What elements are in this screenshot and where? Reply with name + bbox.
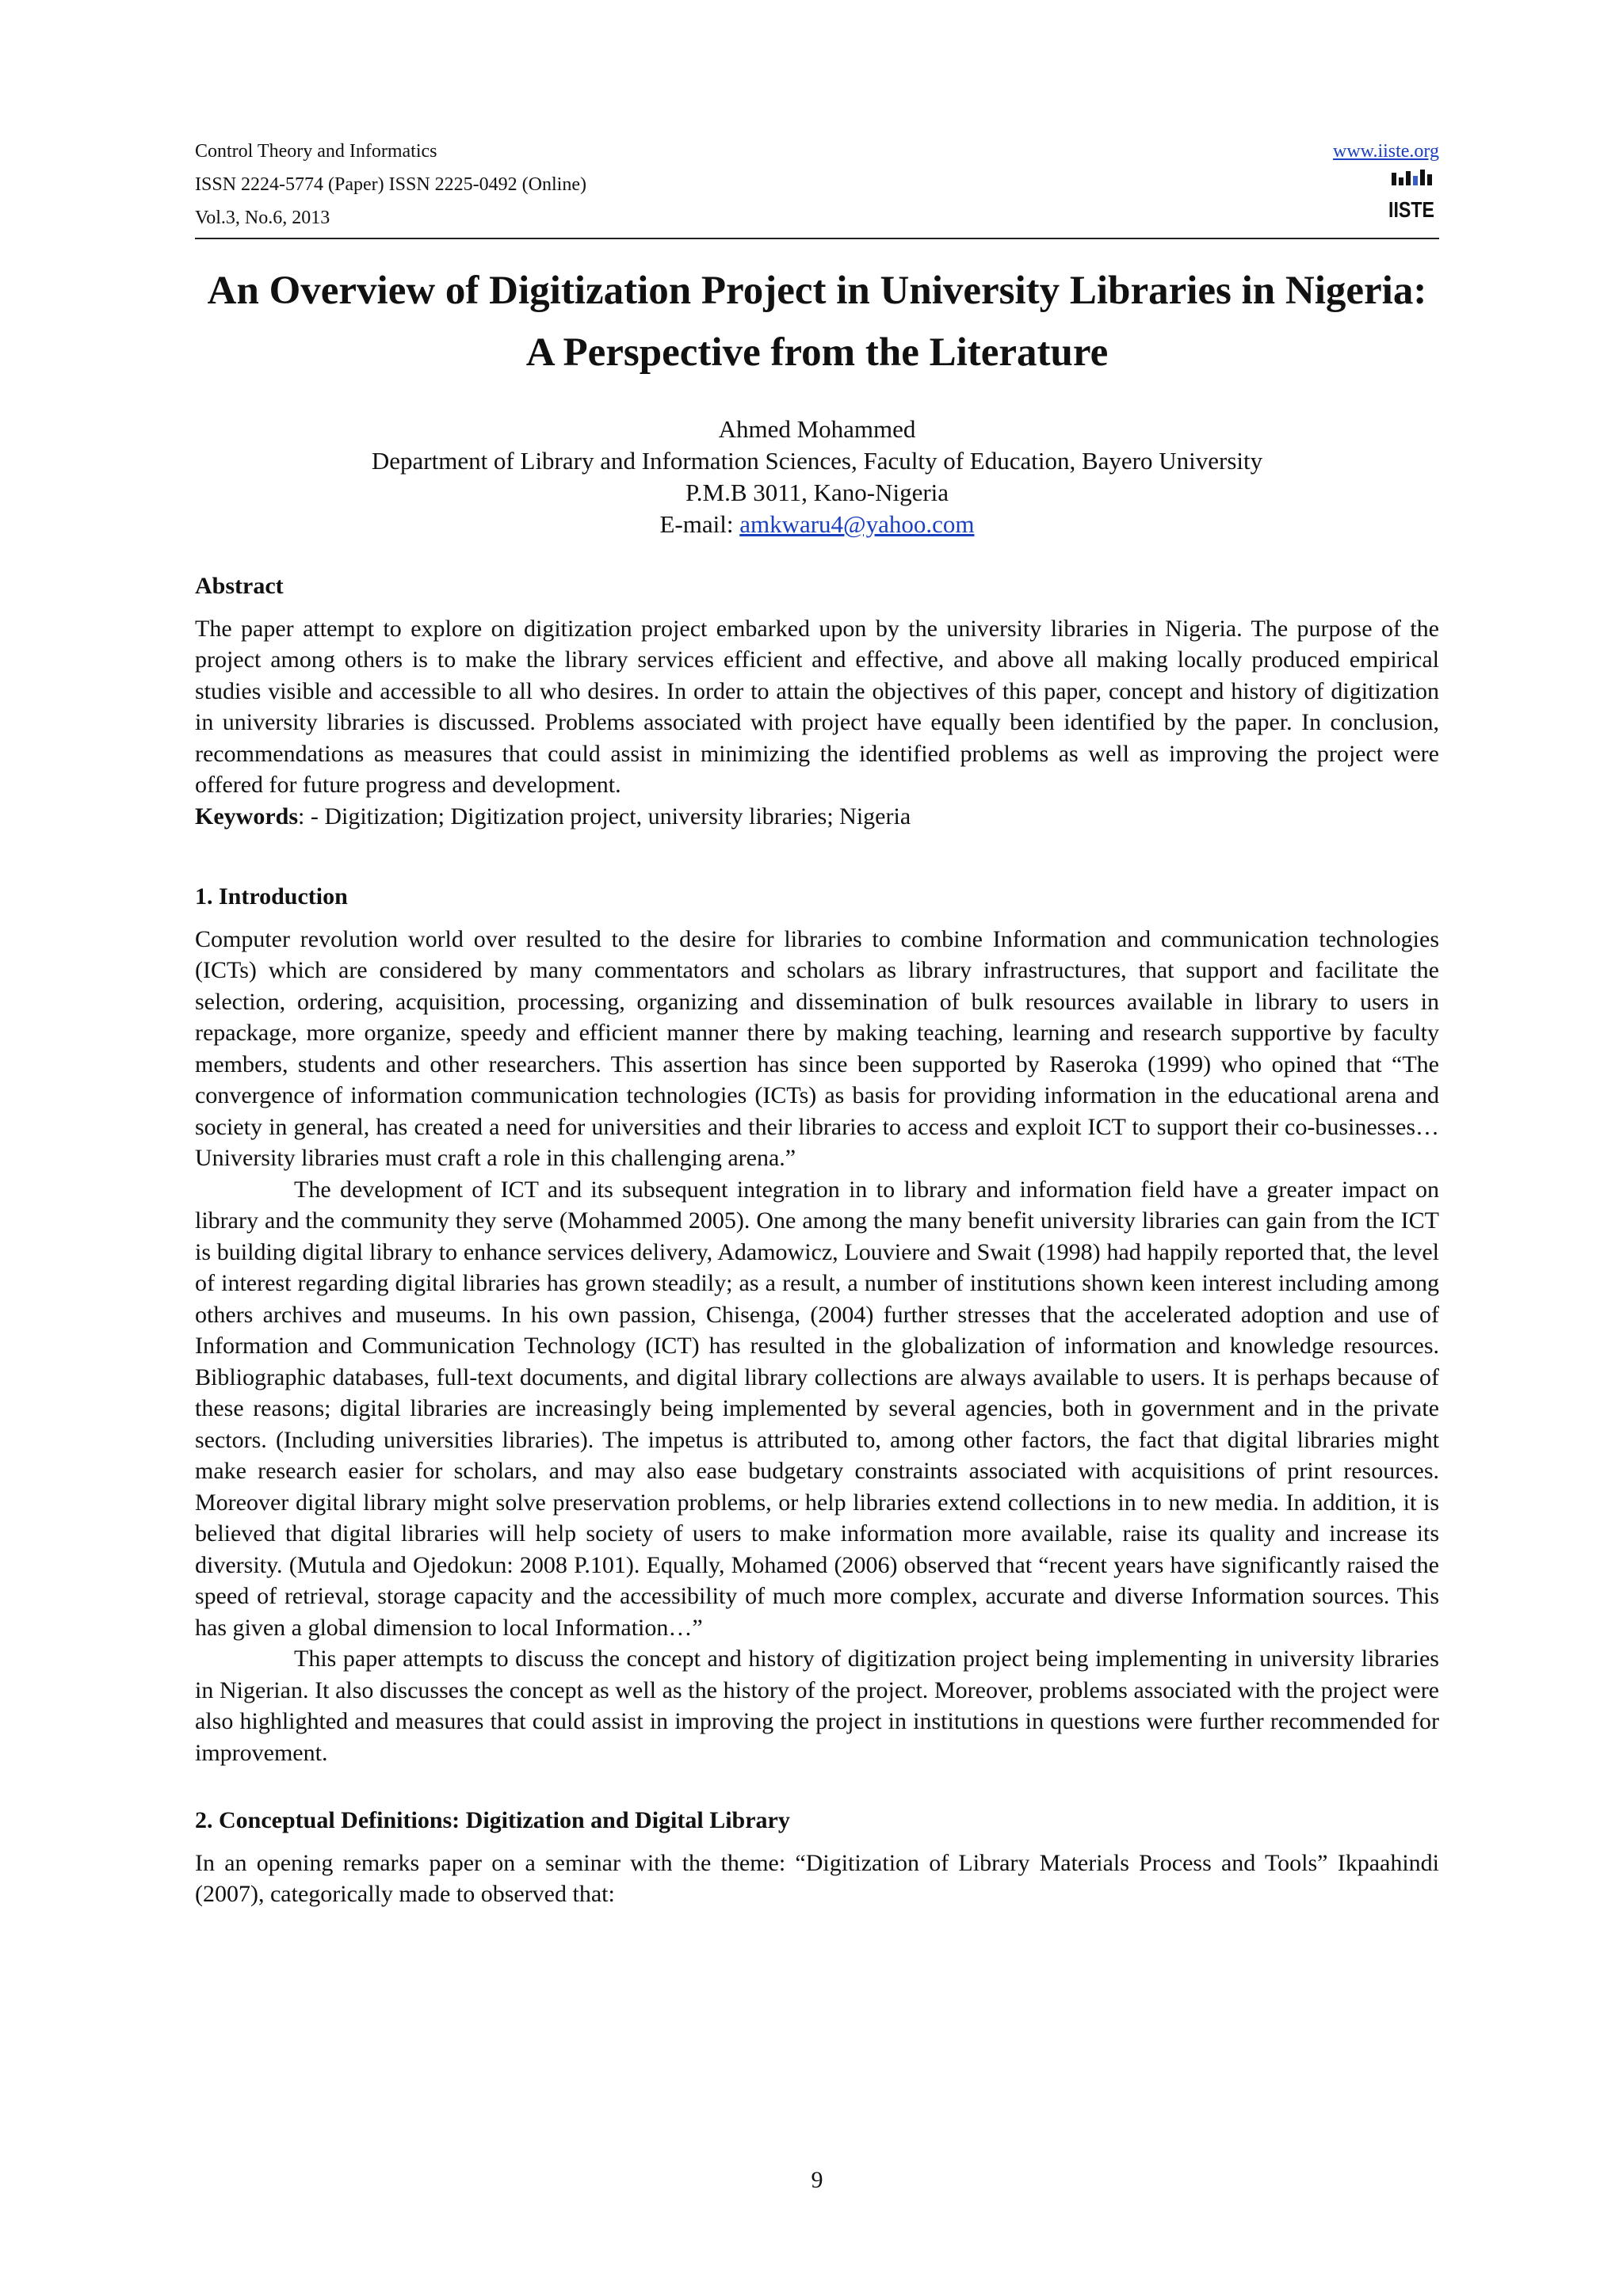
journal-volume: Vol.3, No.6, 2013 <box>195 208 330 228</box>
header-divider <box>195 238 1439 239</box>
author-block <box>195 414 1439 540</box>
email-label: E-mail: <box>659 510 740 538</box>
journal-name: Control Theory and Informatics <box>195 141 437 162</box>
journal-issn: ISSN 2224-5774 (Paper) ISSN 2225-0492 (Online) <box>195 174 586 195</box>
svg-text:IISTE: IISTE <box>1388 197 1434 222</box>
keywords-separator: : - <box>298 803 325 830</box>
author-email-link[interactable]: amkwaru4@yahoo.com <box>739 510 975 538</box>
keywords-label: Keywords <box>195 803 298 830</box>
abstract-text: The paper attempt to explore on digitization project embarked upon by the university libraries in Nigeria. The purpose of the project among others is to make the library services efficient and effective, and above all making locally produced empirical studies visible and accessible to all who desires. In order to attain the objectives of this paper, concept and history of digitization in university libraries is discussed. Problems associated with project have equally been identified by the paper. In conclusion, recommendations as measures that could assist in minimizing the identified problems as well as improving the project were offered for future progress and development. <box>195 615 1439 798</box>
author-email-line <box>195 509 1439 540</box>
paper-title: An Overview of Digitization Project in University Libraries in Nigeria: A Perspective from the Literature <box>207 269 1427 375</box>
iiste-logo <box>1387 170 1436 225</box>
introduction-paragraph-1: Computer revolution world over resulted to the desire for libraries to combine Information and communication technologies (ICTs) which are considered by many commentators and scholars as library infrastructures, that support and facilitate the selection, ordering, acquisition, processing, organizing and dissemination of bulk resources available in library to users in repackage, more organize, speedy and efficient manner there by making teaching, learning and research supportive by faculty members, students and other researchers. This assertion has since been supported by Raseroka (1999) who opined that “The convergence of information communication technologies (ICTs) as basis for providing information in the educational arena and society in general, has created a need for universities and their libraries to access and exploit ICT to support their co-businesses… University libraries must craft a role in this challenging arena.” <box>195 925 1439 1171</box>
journal-website-link[interactable]: www.iiste.org <box>1333 141 1439 162</box>
keywords-line <box>195 801 1439 833</box>
abstract-heading: Abstract <box>195 573 284 599</box>
author-affiliation: Department of Library and Information Sciences, Faculty of Education, Bayero University <box>371 447 1263 475</box>
conceptual-definitions-paragraph: In an opening remarks paper on a seminar with the theme: “Digitization of Library Materials Process and Tools” Ikpaahindi (2007), categorically made to observed that: <box>195 1849 1439 1907</box>
journal-header <box>195 135 1439 238</box>
author-address: P.M.B 3011, Kano-Nigeria <box>685 479 949 506</box>
conceptual-definitions-heading: 2. Conceptual Definitions: Digitization and Digital Library <box>195 1807 790 1833</box>
page-number: 9 <box>811 2167 823 2193</box>
author-name: Ahmed Mohammed <box>718 415 916 443</box>
paper-body <box>195 570 1439 1910</box>
introduction-heading: 1. Introduction <box>195 883 348 910</box>
keywords-text: Digitization; Digitization project, university libraries; Nigeria <box>324 803 911 830</box>
introduction-paragraph-3: This paper attempts to discuss the concept and history of digitization project being implementing in university libraries in Nigerian. It also discusses the concept as well as the history of the project. Moreover, problems associated with the project were also highlighted and measures that could assist in improving the project in institutions in questions were further recommended for improvement. <box>195 1646 1439 1766</box>
introduction-paragraph-2: The development of ICT and its subsequent integration in to library and information field have a greater impact on library and the community they serve (Mohammed 2005). One among the many benefit university libraries can gain from the ICT is building digital library to enhance services delivery, Adamowicz, Louviere and Swait (1998) had happily reported that, the level of interest regarding digital libraries has grown steadily; as a result, a number of institutions shown keen interest including among others archives and museums. In his own passion, Chisenga, (2004) further stresses that the accelerated adoption and use of Information and Communication Technology (ICT) has resulted in the globalization of information and knowledge resources. Bibliographic databases, full-text documents, and digital library collections are always available to users. It is perhaps because of these reasons; digital libraries are increasingly being implemented by several agencies, both in government and in the private sectors. (Including universities libraries). The impetus is attributed to, among other factors, the fact that digital libraries might make research easier for scholars, and may also ease budgetary constraints associated with acquisitions of print resources. Moreover digital library might solve preservation problems, or help libraries extend collections in to new media. In addition, it is believed that digital libraries will help society of users to make information more available, raise its quality and increase its diversity. (Mutula and Ojedokun: 2008 P.101). Equally, Mohamed (2006) observed that “recent years have significantly raised the speed of retrieval, storage capacity and the accessibility of much more complex, accurate and diverse Information sources. This has given a global dimension to local Information…” <box>195 1176 1439 1641</box>
